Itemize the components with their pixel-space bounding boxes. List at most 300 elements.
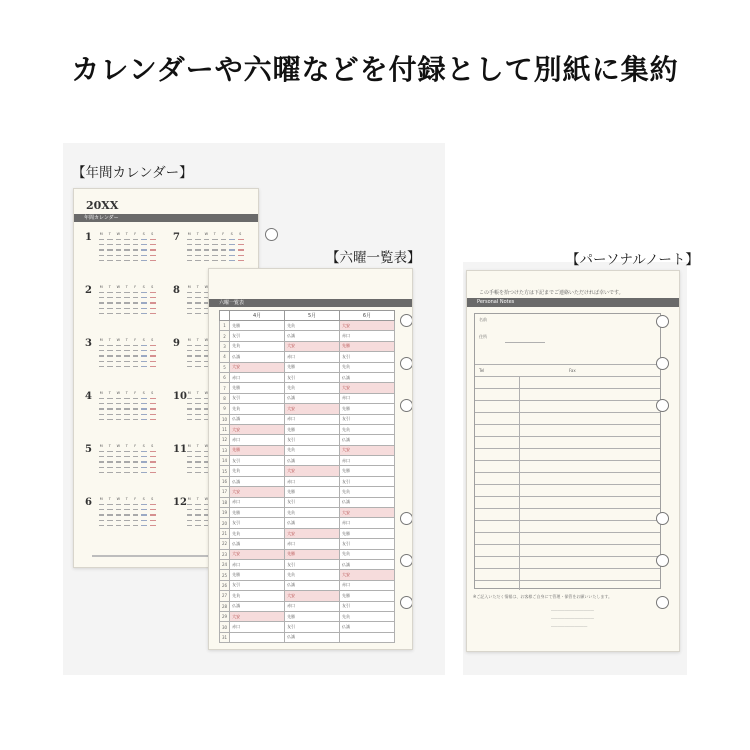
date-mark bbox=[141, 361, 147, 362]
rokuyo-cell: 仏滅 bbox=[340, 435, 395, 445]
date-mark bbox=[204, 255, 210, 256]
table-row bbox=[220, 435, 395, 445]
weekday-letter: W bbox=[116, 444, 120, 448]
table-row bbox=[220, 570, 395, 580]
date-mark bbox=[133, 361, 139, 362]
date-mark bbox=[150, 302, 156, 303]
rokuyo-cell: 仏滅 bbox=[230, 539, 285, 549]
day-number: 4 bbox=[220, 352, 230, 362]
rokuyo-cell: 先負 bbox=[340, 424, 395, 434]
date-mark bbox=[107, 461, 113, 462]
rokuyo-cell: 大安 bbox=[340, 383, 395, 393]
date-mark bbox=[116, 414, 122, 415]
date-mark bbox=[141, 350, 147, 351]
binder-hole bbox=[656, 315, 669, 328]
weekday-letter: W bbox=[204, 391, 208, 395]
date-mark bbox=[107, 451, 113, 452]
date-mark bbox=[107, 520, 113, 521]
date-mark bbox=[124, 350, 130, 351]
date-mark bbox=[124, 419, 130, 420]
table-row bbox=[220, 414, 395, 424]
date-mark bbox=[99, 414, 105, 415]
rokuyo-cell: 大安 bbox=[285, 341, 340, 351]
rokuyo-cell: 大安 bbox=[340, 570, 395, 580]
date-mark bbox=[229, 260, 235, 261]
date-mark bbox=[150, 255, 156, 256]
binder-hole bbox=[656, 512, 669, 525]
date-mark bbox=[141, 239, 147, 240]
rokuyo-cell: 友引 bbox=[285, 622, 340, 632]
date-mark bbox=[99, 302, 105, 303]
weekday-header bbox=[97, 285, 157, 290]
date-mark bbox=[107, 414, 113, 415]
date-mark bbox=[107, 366, 113, 367]
date-mark bbox=[150, 520, 156, 521]
rokuyo-cell: 赤口 bbox=[340, 456, 395, 466]
day-number: 8 bbox=[220, 393, 230, 403]
table-row bbox=[220, 372, 395, 382]
date-mark bbox=[141, 355, 147, 356]
weekday-letter: F bbox=[134, 444, 137, 448]
date-mark bbox=[141, 456, 147, 457]
date-mark bbox=[195, 355, 201, 356]
date-mark bbox=[99, 456, 105, 457]
binder-hole bbox=[400, 314, 413, 327]
table-row bbox=[220, 476, 395, 486]
date-mark bbox=[141, 366, 147, 367]
date-mark bbox=[187, 345, 193, 346]
date-mark bbox=[195, 361, 201, 362]
rokuyo-cell: 赤口 bbox=[230, 622, 285, 632]
date-mark bbox=[124, 451, 130, 452]
weekday-header bbox=[97, 338, 157, 343]
date-mark bbox=[150, 249, 156, 250]
weekday-letter: F bbox=[134, 497, 137, 501]
date-mark bbox=[195, 467, 201, 468]
weekday-letter: S bbox=[142, 444, 145, 448]
date-mark bbox=[124, 361, 130, 362]
date-mark bbox=[221, 239, 227, 240]
date-mark bbox=[187, 451, 193, 452]
date-mark bbox=[187, 456, 193, 457]
day-number: 21 bbox=[220, 528, 230, 538]
rokuyo-cell: 友引 bbox=[285, 435, 340, 445]
day-number: 30 bbox=[220, 622, 230, 632]
date-mark bbox=[187, 255, 193, 256]
date-mark bbox=[107, 361, 113, 362]
date-mark bbox=[187, 525, 193, 526]
date-mark bbox=[124, 525, 130, 526]
form-divider bbox=[475, 376, 660, 377]
date-mark bbox=[133, 239, 139, 240]
date-mark bbox=[150, 260, 156, 261]
date-mark bbox=[133, 302, 139, 303]
weekday-letter: T bbox=[108, 497, 111, 501]
month-number: 5 bbox=[85, 444, 92, 455]
rokuyo-cell: 友引 bbox=[340, 414, 395, 424]
rokuyo-cell: 先負 bbox=[340, 362, 395, 372]
date-mark bbox=[150, 345, 156, 346]
rokuyo-cell: 先勝 bbox=[285, 362, 340, 372]
date-mark bbox=[195, 297, 201, 298]
date-mark bbox=[99, 514, 105, 515]
date-mark bbox=[195, 403, 201, 404]
day-number: 3 bbox=[220, 341, 230, 351]
date-mark bbox=[133, 408, 139, 409]
date-mark bbox=[150, 451, 156, 452]
date-mark bbox=[133, 509, 139, 510]
weekday-letter: S bbox=[142, 338, 145, 342]
date-mark bbox=[141, 419, 147, 420]
rokuyo-cell: 大安 bbox=[230, 611, 285, 621]
date-mark bbox=[238, 244, 244, 245]
weekday-letter: T bbox=[196, 391, 199, 395]
date-mark bbox=[141, 244, 147, 245]
rokuyo-cell: 赤口 bbox=[230, 559, 285, 569]
date-mark bbox=[204, 260, 210, 261]
rokuyo-cell: 仏滅 bbox=[230, 352, 285, 362]
date-mark bbox=[116, 408, 122, 409]
notes-rule bbox=[475, 484, 660, 485]
date-mark bbox=[141, 520, 147, 521]
date-mark bbox=[107, 419, 113, 420]
week-row bbox=[97, 523, 157, 528]
table-row bbox=[220, 611, 395, 621]
date-mark bbox=[99, 313, 105, 314]
date-mark bbox=[141, 509, 147, 510]
date-mark bbox=[212, 249, 218, 250]
rokuyo-cell: 大安 bbox=[285, 466, 340, 476]
rokuyo-cell: 先負 bbox=[230, 528, 285, 538]
rokuyo-cell: 仏滅 bbox=[285, 632, 340, 642]
rokuyo-cell: 赤口 bbox=[285, 476, 340, 486]
personal-intro: この手帳を拾つけた方は下記までご連絡いただければ幸いです。 bbox=[479, 290, 624, 296]
date-mark bbox=[212, 244, 218, 245]
rokuyo-cell: 仏滅 bbox=[285, 331, 340, 341]
date-mark bbox=[124, 239, 130, 240]
weekday-header bbox=[97, 497, 157, 502]
date-mark bbox=[187, 398, 193, 399]
weekday-letter: S bbox=[142, 391, 145, 395]
notes-rule bbox=[475, 472, 660, 473]
date-mark bbox=[187, 297, 193, 298]
rokuyo-cell: 先負 bbox=[285, 321, 340, 331]
day-number: 13 bbox=[220, 445, 230, 455]
date-mark bbox=[124, 255, 130, 256]
date-mark bbox=[150, 350, 156, 351]
rokuyo-cell: 仏滅 bbox=[285, 393, 340, 403]
month-block bbox=[74, 335, 162, 388]
rokuyo-cell: 大安 bbox=[340, 445, 395, 455]
date-mark bbox=[133, 456, 139, 457]
month-number: 4 bbox=[85, 391, 92, 402]
date-mark bbox=[195, 461, 201, 462]
date-mark bbox=[141, 345, 147, 346]
day-number: 28 bbox=[220, 601, 230, 611]
date-mark bbox=[116, 467, 122, 468]
table-row bbox=[220, 393, 395, 403]
date-mark bbox=[195, 292, 201, 293]
date-mark bbox=[141, 398, 147, 399]
date-mark bbox=[195, 255, 201, 256]
date-mark bbox=[187, 467, 193, 468]
date-mark bbox=[99, 461, 105, 462]
date-mark bbox=[107, 472, 113, 473]
date-mark bbox=[195, 408, 201, 409]
day-header bbox=[220, 311, 230, 321]
day-number: 24 bbox=[220, 559, 230, 569]
date-mark bbox=[212, 255, 218, 256]
rokuyo-cell: 赤口 bbox=[230, 372, 285, 382]
date-mark bbox=[150, 472, 156, 473]
date-mark bbox=[150, 366, 156, 367]
weekday-letter: T bbox=[108, 285, 111, 289]
date-mark bbox=[195, 414, 201, 415]
rokuyo-cell: 先負 bbox=[340, 549, 395, 559]
rokuyo-cell bbox=[340, 632, 395, 642]
date-mark bbox=[187, 350, 193, 351]
rokuyo-cell: 友引 bbox=[285, 559, 340, 569]
weekday-letter: F bbox=[134, 232, 137, 236]
rokuyo-cell: 先勝 bbox=[340, 404, 395, 414]
rokuyo-cell: 友引 bbox=[230, 456, 285, 466]
rokuyo-cell: 先負 bbox=[285, 508, 340, 518]
day-number: 6 bbox=[220, 372, 230, 382]
rokuyo-sheet bbox=[208, 268, 413, 650]
date-mark bbox=[238, 255, 244, 256]
date-mark bbox=[116, 350, 122, 351]
date-mark bbox=[116, 255, 122, 256]
table-row bbox=[220, 559, 395, 569]
binder-hole bbox=[400, 512, 413, 525]
notes-rule bbox=[475, 460, 660, 461]
date-mark bbox=[133, 350, 139, 351]
rokuyo-cell: 先勝 bbox=[285, 424, 340, 434]
rokuyo-cell: 先負 bbox=[285, 383, 340, 393]
date-mark bbox=[141, 472, 147, 473]
rokuyo-cell: 先勝 bbox=[285, 611, 340, 621]
rokuyo-cell: 仏滅 bbox=[285, 580, 340, 590]
date-mark bbox=[107, 249, 113, 250]
weekday-letter: T bbox=[125, 391, 128, 395]
month-number: 7 bbox=[173, 232, 180, 243]
date-mark bbox=[133, 419, 139, 420]
date-mark bbox=[99, 525, 105, 526]
date-mark bbox=[187, 520, 193, 521]
name-label: 名前 bbox=[479, 317, 487, 322]
date-mark bbox=[107, 292, 113, 293]
table-row bbox=[220, 487, 395, 497]
rokuyo-cell: 友引 bbox=[230, 580, 285, 590]
month-block bbox=[74, 282, 162, 335]
date-mark bbox=[107, 355, 113, 356]
rokuyo-cell: 仏滅 bbox=[340, 622, 395, 632]
date-mark bbox=[133, 345, 139, 346]
weekday-letter: T bbox=[125, 338, 128, 342]
date-mark bbox=[204, 249, 210, 250]
date-mark bbox=[133, 451, 139, 452]
weekday-letter: T bbox=[196, 338, 199, 342]
rokuyo-cell: 友引 bbox=[340, 539, 395, 549]
date-mark bbox=[141, 297, 147, 298]
weekday-letter: W bbox=[116, 391, 120, 395]
date-mark bbox=[141, 308, 147, 309]
date-mark bbox=[124, 302, 130, 303]
date-mark bbox=[187, 244, 193, 245]
date-mark bbox=[116, 249, 122, 250]
rokuyo-cell: 先負 bbox=[340, 487, 395, 497]
weekday-header bbox=[97, 444, 157, 449]
weekday-letter: T bbox=[125, 285, 128, 289]
personal-form bbox=[474, 313, 661, 589]
rokuyo-cell: 先負 bbox=[230, 404, 285, 414]
publisher-info-line: ――――――――――― bbox=[551, 624, 588, 628]
notes-rule bbox=[475, 388, 660, 389]
date-mark bbox=[99, 292, 105, 293]
date-mark bbox=[195, 419, 201, 420]
date-mark bbox=[107, 244, 113, 245]
date-mark bbox=[133, 514, 139, 515]
date-mark bbox=[107, 456, 113, 457]
day-number: 14 bbox=[220, 456, 230, 466]
weekday-letter: M bbox=[99, 232, 103, 236]
date-mark bbox=[187, 403, 193, 404]
month-number: 10 bbox=[173, 391, 187, 402]
date-mark bbox=[187, 504, 193, 505]
day-number: 18 bbox=[220, 497, 230, 507]
weekday-letter: S bbox=[142, 285, 145, 289]
date-mark bbox=[133, 355, 139, 356]
rokuyo-cell: 先勝 bbox=[340, 591, 395, 601]
rokuyo-cell: 大安 bbox=[340, 508, 395, 518]
date-mark bbox=[195, 472, 201, 473]
date-mark bbox=[195, 509, 201, 510]
day-number: 26 bbox=[220, 580, 230, 590]
rokuyo-cell: 仏滅 bbox=[230, 601, 285, 611]
table-row bbox=[220, 528, 395, 538]
date-mark bbox=[124, 472, 130, 473]
notes-rule bbox=[475, 532, 660, 533]
date-mark bbox=[124, 260, 130, 261]
rokuyo-cell: 先負 bbox=[340, 611, 395, 621]
date-mark bbox=[99, 472, 105, 473]
weekday-letter: T bbox=[108, 444, 111, 448]
date-mark bbox=[133, 520, 139, 521]
month-grid bbox=[97, 285, 157, 316]
date-mark bbox=[212, 260, 218, 261]
date-mark bbox=[133, 504, 139, 505]
rokuyo-cell: 友引 bbox=[340, 601, 395, 611]
month-grid bbox=[97, 444, 157, 475]
date-mark bbox=[99, 520, 105, 521]
date-mark bbox=[221, 260, 227, 261]
personal-notes-sheet bbox=[466, 270, 680, 652]
rokuyo-cell: 友引 bbox=[230, 518, 285, 528]
date-mark bbox=[195, 504, 201, 505]
month-header: 4月 bbox=[230, 311, 285, 321]
date-mark bbox=[124, 504, 130, 505]
month-number: 1 bbox=[85, 232, 92, 243]
date-mark bbox=[141, 302, 147, 303]
rokuyo-label: 【六曜一覧表】 bbox=[326, 250, 421, 266]
table-row bbox=[220, 456, 395, 466]
date-mark bbox=[116, 461, 122, 462]
date-mark bbox=[238, 249, 244, 250]
rokuyo-cell: 大安 bbox=[285, 404, 340, 414]
notes-rule bbox=[475, 568, 660, 569]
form-divider bbox=[475, 364, 660, 365]
weekday-letter: M bbox=[99, 444, 103, 448]
rokuyo-cell: 仏滅 bbox=[230, 476, 285, 486]
date-mark bbox=[99, 308, 105, 309]
week-row bbox=[97, 258, 157, 263]
date-mark bbox=[150, 408, 156, 409]
weekday-letter: W bbox=[116, 232, 120, 236]
table-row bbox=[220, 580, 395, 590]
date-mark bbox=[150, 308, 156, 309]
weekday-letter: T bbox=[213, 232, 216, 236]
weekday-letter: M bbox=[187, 444, 191, 448]
weekday-letter: T bbox=[196, 232, 199, 236]
date-mark bbox=[107, 239, 113, 240]
weekday-letter: S bbox=[151, 444, 154, 448]
month-block bbox=[74, 388, 162, 441]
day-number: 25 bbox=[220, 570, 230, 580]
day-number: 23 bbox=[220, 549, 230, 559]
date-mark bbox=[107, 255, 113, 256]
month-number: 8 bbox=[173, 285, 180, 296]
date-mark bbox=[99, 345, 105, 346]
month-number: 2 bbox=[85, 285, 92, 296]
date-mark bbox=[99, 408, 105, 409]
date-mark bbox=[150, 514, 156, 515]
date-mark bbox=[133, 292, 139, 293]
date-mark bbox=[107, 525, 113, 526]
rokuyo-cell: 赤口 bbox=[285, 601, 340, 611]
table-row bbox=[220, 622, 395, 632]
binder-hole bbox=[656, 554, 669, 567]
month-number: 11 bbox=[173, 444, 187, 455]
weekday-letter: W bbox=[204, 285, 208, 289]
date-mark bbox=[229, 255, 235, 256]
date-mark bbox=[133, 525, 139, 526]
date-mark bbox=[150, 504, 156, 505]
date-mark bbox=[195, 249, 201, 250]
date-mark bbox=[99, 451, 105, 452]
rokuyo-cell: 赤口 bbox=[340, 580, 395, 590]
weekday-letter: W bbox=[116, 285, 120, 289]
date-mark bbox=[133, 403, 139, 404]
date-mark bbox=[229, 239, 235, 240]
weekday-letter: W bbox=[204, 338, 208, 342]
rokuyo-cell bbox=[230, 632, 285, 642]
date-mark bbox=[107, 504, 113, 505]
date-mark bbox=[124, 297, 130, 298]
date-mark bbox=[238, 239, 244, 240]
address-label: 住所 bbox=[479, 334, 487, 339]
month-grid bbox=[97, 232, 157, 263]
privacy-note: ※ご記入いただく情報は、お客様ご自身にて管理・保管をお願いいたします。 bbox=[473, 594, 613, 599]
rokuyo-cell: 仏滅 bbox=[230, 414, 285, 424]
month-block bbox=[74, 441, 162, 494]
week-row bbox=[97, 417, 157, 422]
rokuyo-cell: 先勝 bbox=[230, 570, 285, 580]
date-mark bbox=[107, 313, 113, 314]
date-mark bbox=[150, 244, 156, 245]
calendar-year: 20XX bbox=[86, 199, 119, 212]
date-mark bbox=[150, 398, 156, 399]
column-divider bbox=[519, 376, 520, 590]
